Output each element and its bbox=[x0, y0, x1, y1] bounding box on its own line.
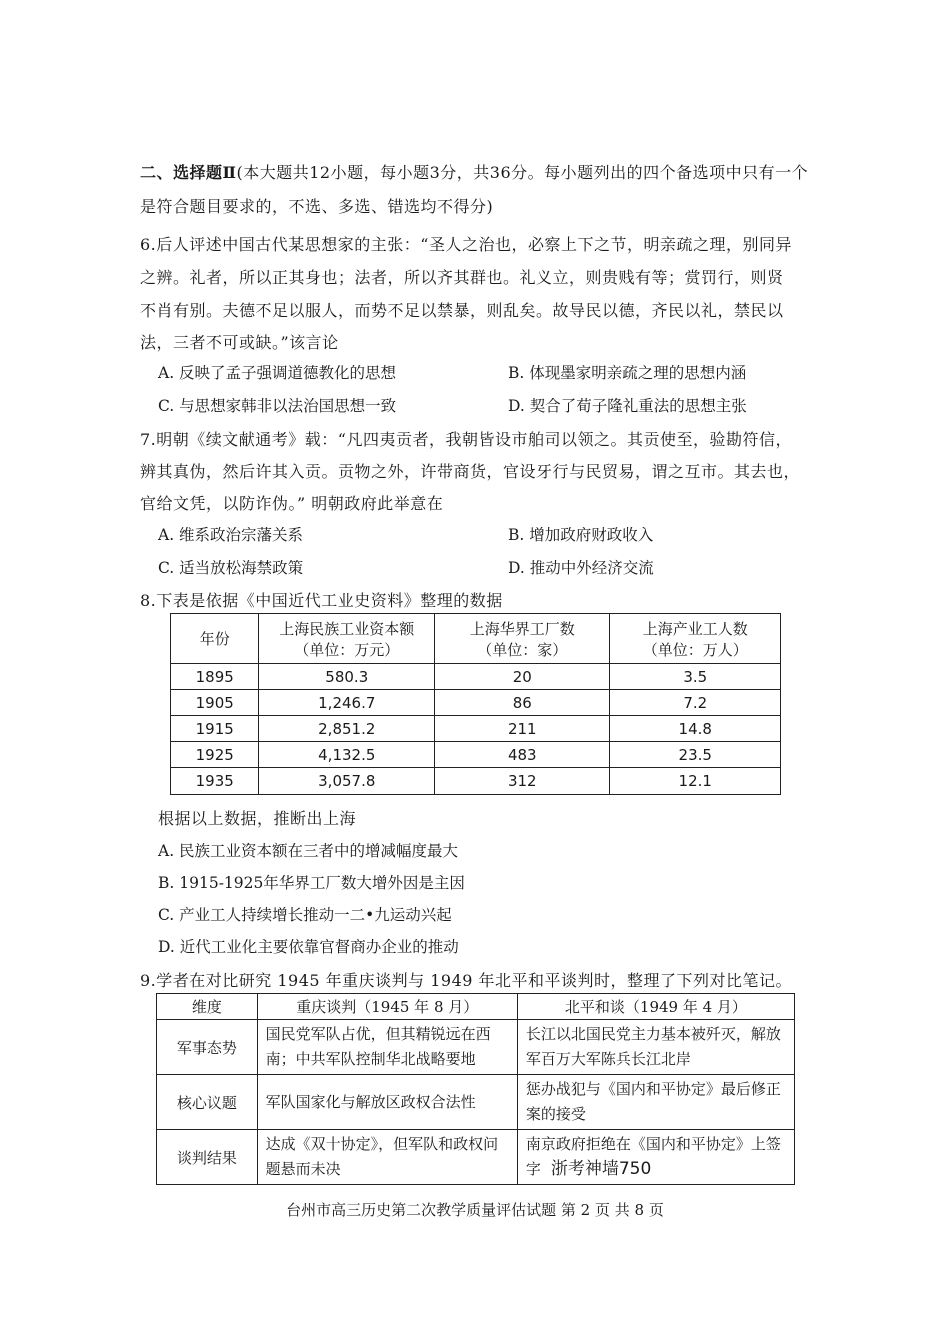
q8-option-b[interactable]: B. 1915-1925年华界工厂数大增外因是主因 bbox=[158, 874, 465, 892]
table-cell: 580.3 bbox=[259, 664, 435, 690]
table-header-cell: 上海华界工厂数 （单位：家） bbox=[435, 614, 610, 664]
table-cell bbox=[517, 1130, 794, 1185]
table-cell: 211 bbox=[435, 716, 610, 742]
table-row bbox=[171, 664, 781, 690]
q6-stem-line: 6.后人评述中国古代某思想家的主张：“圣人之治也，必察上下之节，明亲疏之理，别同异 bbox=[140, 235, 792, 254]
table-cell: 7.2 bbox=[610, 690, 781, 716]
q6-option-d[interactable]: D. 契合了荀子隆礼重法的思想主张 bbox=[508, 397, 747, 415]
table-cell: 军队国家化与解放区政权合法性 bbox=[257, 1075, 517, 1130]
table-cell: 国民党军队占优，但其精锐远在西南；中共军队控制华北战略要地 bbox=[257, 1020, 517, 1075]
table-cell: 谈判结果 bbox=[157, 1130, 258, 1185]
table-cell: 军事态势 bbox=[157, 1020, 258, 1075]
q6-stem-line: 不肖有别。夫德不足以服人，而势不足以禁暴，则乱矣。故导民以德，齐民以礼，禁民以 bbox=[140, 301, 784, 320]
table-header-cell: 上海民族工业资本额 （单位：万元） bbox=[259, 614, 435, 664]
table-cell: 3.5 bbox=[610, 664, 781, 690]
table-header-cell: 重庆谈判（1945 年 8 月） bbox=[257, 994, 517, 1020]
q7-option-a[interactable]: A. 维系政治宗藩关系 bbox=[158, 526, 304, 544]
q9-stem: 9.学者在对比研究 1945 年重庆谈判与 1949 年北平和平谈判时，整理了下列对比笔记。 bbox=[140, 971, 793, 990]
table-row bbox=[157, 1020, 795, 1075]
q7-option-c[interactable]: C. 适当放松海禁政策 bbox=[158, 559, 304, 577]
table-cell: 1915 bbox=[171, 716, 259, 742]
table-cell: 23.5 bbox=[610, 742, 781, 768]
table-cell: 核心议题 bbox=[157, 1075, 258, 1130]
table-cell: 1895 bbox=[171, 664, 259, 690]
q8-option-d[interactable]: D. 近代工业化主要依靠官督商办企业的推动 bbox=[158, 938, 459, 956]
table-header-cell: 上海产业工人数 （单位：万人） bbox=[610, 614, 781, 664]
table-cell: 312 bbox=[435, 768, 610, 795]
section-title: 二、选择题Ⅱ bbox=[140, 163, 237, 182]
q8-option-c[interactable]: C. 产业工人持续增长推动一二•九运动兴起 bbox=[158, 906, 452, 924]
q7-stem-line: 7.明朝《续文献通考》载：“凡四夷贡者，我朝皆设市舶司以领之。其贡使至，验勘符信， bbox=[140, 430, 792, 449]
q8-option-a[interactable]: A. 民族工业资本额在三者中的增减幅度最大 bbox=[158, 842, 459, 860]
table-cell: 1925 bbox=[171, 742, 259, 768]
section-heading bbox=[140, 160, 808, 183]
q7-stem-line: 辨其真伪，然后许其入贡。贡物之外，许带商货，官设牙行与民贸易，谓之互市。其去也， bbox=[140, 462, 801, 481]
table-row bbox=[157, 1130, 795, 1185]
q7-option-b[interactable]: B. 增加政府财政收入 bbox=[508, 526, 654, 544]
q9-comparison-table bbox=[156, 993, 795, 1185]
table-cell: 14.8 bbox=[610, 716, 781, 742]
page-footer: 台州市高三历史第二次教学质量评估试题 第 2 页 共 8 页 bbox=[286, 1201, 664, 1219]
q8-data-table bbox=[170, 613, 781, 795]
section-description-cont: 是符合题目要求的，不选、多选、错选均不得分) bbox=[140, 197, 494, 216]
table-cell: 12.1 bbox=[610, 768, 781, 795]
table-cell: 86 bbox=[435, 690, 610, 716]
table-header-cell: 年份 bbox=[171, 614, 259, 664]
table-row bbox=[171, 690, 781, 716]
section-description: (本大题共12小题，每小题3分，共36分。每小题列出的四个备选项中只有一个 bbox=[236, 163, 809, 182]
table-row bbox=[171, 742, 781, 768]
table-cell: 2,851.2 bbox=[259, 716, 435, 742]
table-cell-text: 南京政府拒绝在《国内和平协定》上签字 bbox=[525, 1135, 781, 1178]
table-cell: 达成《双十协定》，但军队和政权问题悬而未决 bbox=[257, 1130, 517, 1185]
table-cell: 1905 bbox=[171, 690, 259, 716]
q7-stem-line: 官给文凭，以防诈伪。” 明朝政府此举意在 bbox=[140, 494, 444, 513]
q6-option-a[interactable]: A. 反映了孟子强调道德教化的思想 bbox=[158, 364, 397, 382]
q6-stem-line: 之辨。礼者，所以正其身也；法者，所以齐其群也。礼义立，则贵贱有等；赏罚行，则贤 bbox=[140, 268, 784, 287]
table-cell: 483 bbox=[435, 742, 610, 768]
table-cell: 3,057.8 bbox=[259, 768, 435, 795]
table-header-cell: 维度 bbox=[157, 994, 258, 1020]
table-row bbox=[171, 768, 781, 795]
table-cell: 1,246.7 bbox=[259, 690, 435, 716]
table-cell: 4,132.5 bbox=[259, 742, 435, 768]
q6-option-b[interactable]: B. 体现墨家明亲疏之理的思想内涵 bbox=[508, 364, 747, 382]
q8-question: 根据以上数据，推断出上海 bbox=[158, 809, 357, 828]
table-cell: 惩办战犯与《国内和平协定》最后修正案的接受 bbox=[517, 1075, 794, 1130]
table-row bbox=[171, 716, 781, 742]
table-header-cell: 北平和谈（1949 年 4 月） bbox=[517, 994, 794, 1020]
table-row bbox=[157, 1075, 795, 1130]
q8-stem: 8.下表是依据《中国近代工业史资料》整理的数据 bbox=[140, 591, 503, 610]
table-cell: 长江以北国民党主力基本被歼灭，解放军百万大军陈兵长江北岸 bbox=[517, 1020, 794, 1075]
table-header-row bbox=[171, 614, 781, 664]
table-cell: 1935 bbox=[171, 768, 259, 795]
watermark-text: 浙考神墙750 bbox=[550, 1159, 652, 1179]
q6-stem-line: 法，三者不可或缺。”该言论 bbox=[140, 333, 339, 352]
table-cell: 20 bbox=[435, 664, 610, 690]
q6-option-c[interactable]: C. 与思想家韩非以法治国思想一致 bbox=[158, 397, 397, 415]
q7-option-d[interactable]: D. 推动中外经济交流 bbox=[508, 559, 654, 577]
table-header-row bbox=[157, 994, 795, 1020]
